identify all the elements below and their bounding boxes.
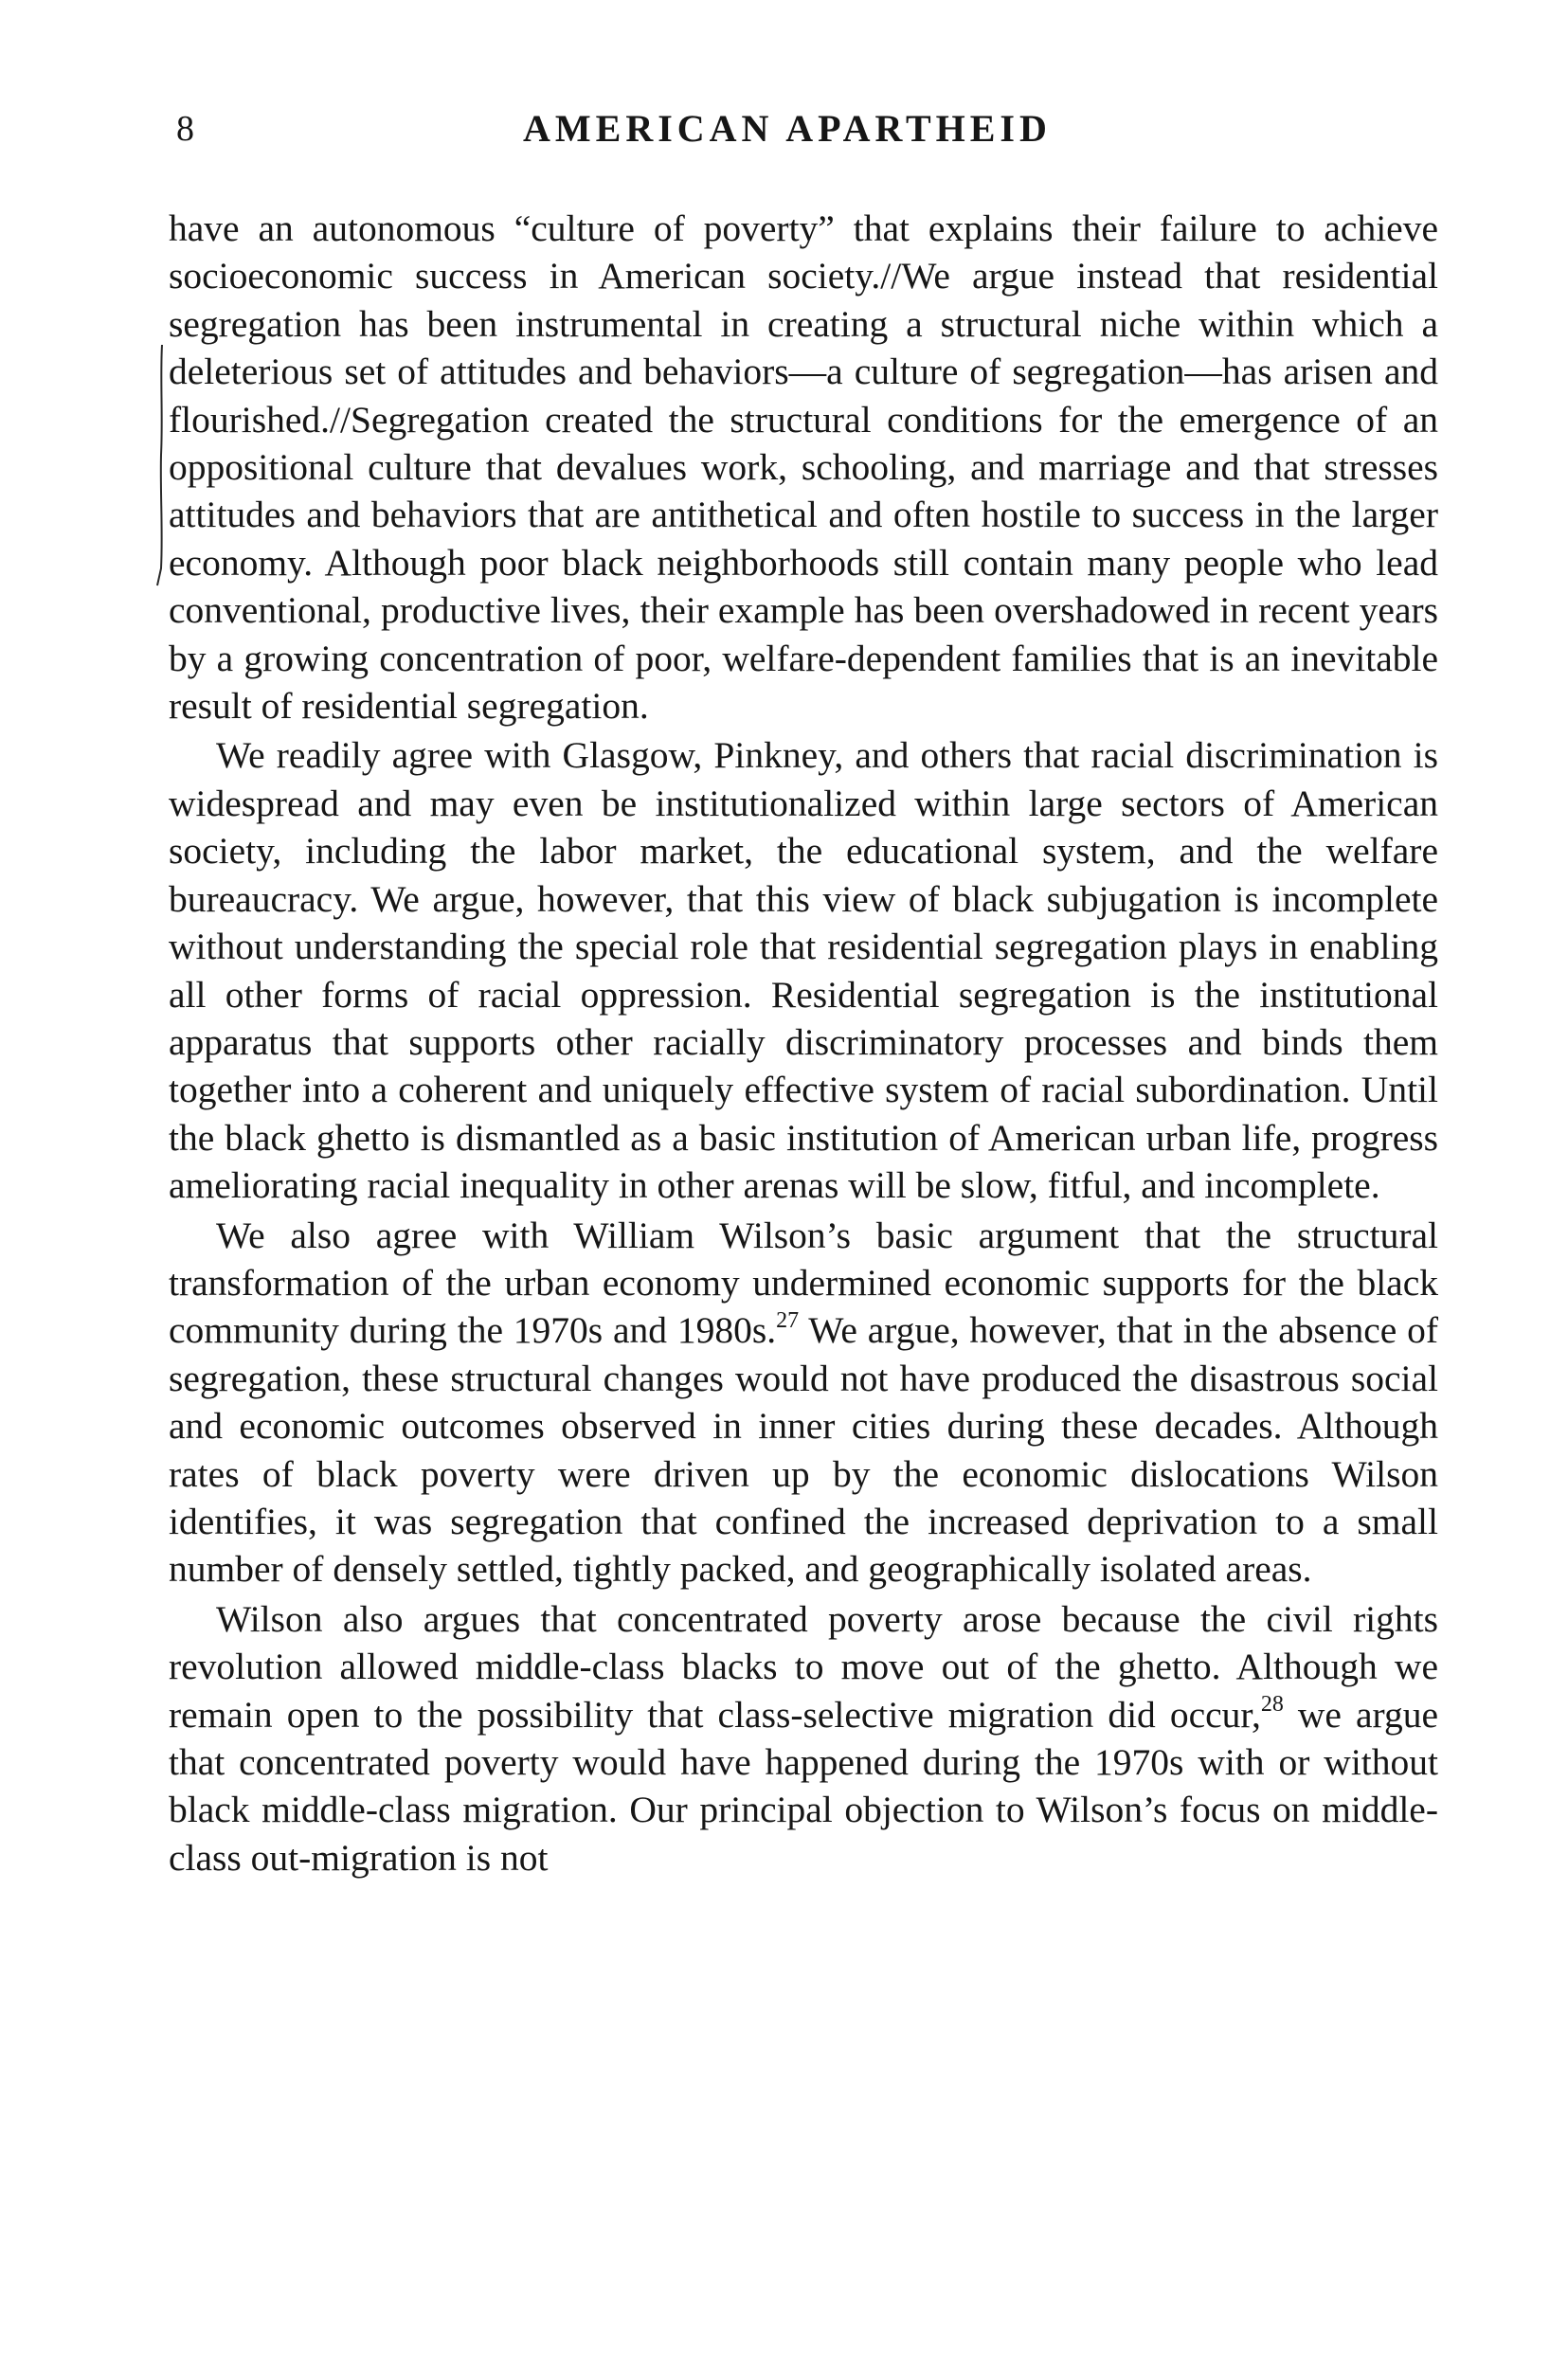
paragraph-4: [169, 1595, 1438, 1881]
paragraph-4-text-before: Wilson also argues that concentrated poverty arose because the civil rights revolution allowed middle-class blacks to move out of the ghetto. Although we remain open to the possibility that class-selective migration did occur,: [169, 1597, 1438, 1736]
footnote-ref-27: 27: [776, 1308, 800, 1334]
margin-bracket-annotation: [153, 341, 169, 591]
body-text: [169, 205, 1438, 1881]
page-number: 8: [176, 109, 194, 149]
paragraph-2: We readily agree with Glasgow, Pinkney, and others that racial discrimination is widespread and may even be institutionalized within large sectors of American society, including the labor market, the educational system, and the welfare bureaucracy. We argue, however, that this view of black subjugation is incomplete without understanding the special role that residential segregation plays in enabling all other forms of racial oppression. Residential segregation is the institutional apparatus that supports other racially discriminatory processes and binds them together into a coherent and uniquely effective system of racial subordination. Until the black ghetto is dismantled as a basic institution of American urban life, progress ameliorating racial inequality in other arenas will be slow, fitful, and incomplete.: [169, 734, 1438, 1207]
paragraph-4-text-after: we argue that concentrated poverty would have happened during the 1970s with or without black middle-class migration. Our principal objection to Wilson’s focus on middle-class out-migration is not: [169, 1693, 1439, 1879]
paragraph-3-text-before: We also agree with William Wilson’s basic argument that the structural transformation of the urban economy undermined economic supports for the black community during the 1970s and 1980s.: [169, 1214, 1438, 1352]
paragraph-3-text-after: We argue, however, that in the absence of segregation, these structural changes would not have produced the disastrous social and economic outcomes observed in inner cities during these decades. Although rates of black poverty were driven up by the economic dislocations Wilson identifies, it was segregation that confined the increased deprivation to a small number of densely settled, tightly packed, and geographically isolated areas.: [169, 1309, 1438, 1591]
paragraph-3: [169, 1212, 1438, 1593]
book-title: AMERICAN APARTHEID: [523, 107, 1052, 150]
paragraph-1: have an autonomous “culture of poverty” that explains their failure to achieve socioeconomic success in American society.//We argue instead that residential segregation has been instrumental in creating a structural niche within which a deleterious set of attitudes and behaviors—a culture of segregation—has arisen and flourished.//Segregation created the structural conditions for the emergence of an oppositional culture that devalues work, schooling, and marriage and that stresses attitudes and behaviors that are antithetical and often hostile to success in the larger economy. Although poor black neighborhoods still contain many people who lead conventional, productive lives, their example has been overshadowed in recent years by a growing concentration of poor, welfare-dependent families that is an inevitable result of residential segregation.: [169, 207, 1438, 728]
running-head: [169, 106, 1438, 163]
footnote-ref-28: 28: [1260, 1692, 1284, 1718]
